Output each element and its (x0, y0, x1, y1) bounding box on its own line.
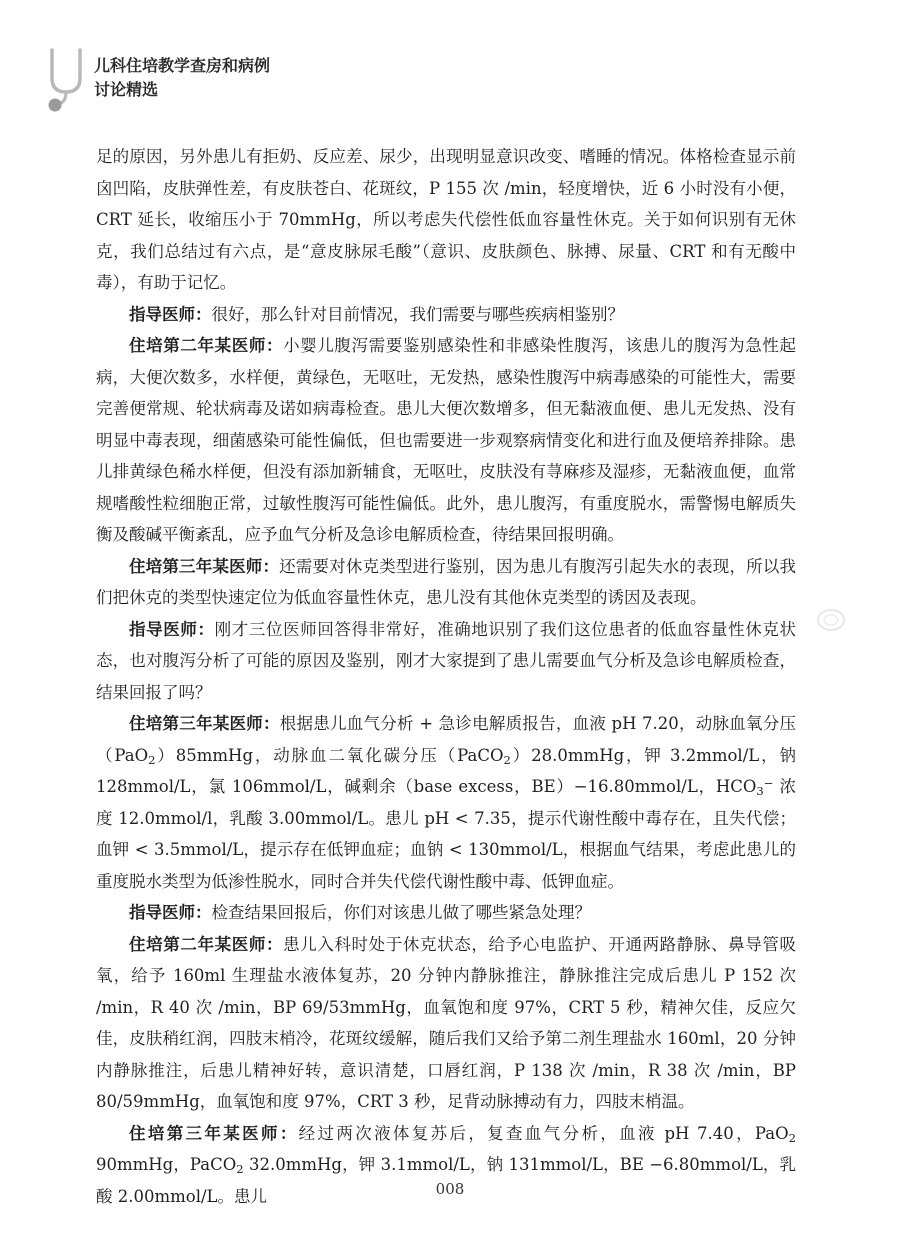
circular-mark-icon (816, 608, 846, 632)
book-title-line1: 儿科住培教学查房和病例 (94, 56, 271, 75)
speaker-label: 指导医师： (129, 619, 215, 639)
page-number: 008 (435, 1180, 465, 1198)
dialogue-text: 根据患儿血气分析 + 急诊电解质报告，血液 pH 7.20，动脉血氧分压（PaO$_2$）85mmHg，动脉血二氧化碳分压（PaCO$_2$）28.0mmHg，钾 3.2mmol/L，钠 128mmol/L，氯 106mmol/L，碱剩余（base excess，BE）−16.80mmol/L，$HCO_3^-$ 浓度 12.0mmol/l，乳酸 3.00mmol/L。患儿 pH < 7.35，提示代谢性酸中毒存在，且失代偿；血钾 < 3.5mmol/L，提示存在低钾血症；血钠 < 130mmol/L，根据血气结果，考虑此患儿的重度脱水类型为低渗性脱水，同时合并失代偿代谢性酸中毒、低钾血症。 (96, 714, 797, 891)
dialogue-text: 刚才三位医师回答得非常好，准确地识别了我们这位患者的低血容量性休克状态，也对腹泻分析了可能的原因及鉴别，刚才大家提到了患儿需要血气分析及急诊电解质检查，结果回报了吗？ (96, 619, 797, 702)
speaker-label: 住培第二年某医师： (129, 336, 284, 355)
speaker-label: 住培第三年某医师： (129, 556, 280, 576)
stethoscope-icon (44, 44, 92, 114)
dialogue-text: 小婴儿腹泻需要鉴别感染性和非感染性腹泻，该患儿的腹泻为急性起病，大便次数多，水样便，黄绿色，无呕吐，无发热，感染性腹泻中病毒感染的可能性大，需要完善便常规、轮状病毒及诺如病毒检查。患儿大便次数增多，但无黏液血便、患儿无发热、没有明显中毒表现，细菌感染可能性偏低，但也需要进一步观察病情变化和进行血及便培养排除。患儿排黄绿色稀水样便，但没有添加新辅食，无呕吐，皮肤没有荨麻疹及湿疹，无黏液血便，血常规嗜酸性粒细胞正常，过敏性腹泻可能性偏低。此外，患儿腹泻，有重度脱水，需警惕电解质失衡及酸碱平衡紊乱，应予血气分析及急诊电解质检查，待结果回报明确。 (96, 336, 797, 544)
dialogue-paragraph (96, 299, 796, 331)
book-title-line2: 讨论精选 (94, 80, 159, 99)
running-header (44, 44, 444, 114)
body-paragraph: 足的原因，另外患儿有拒奶、反应差、尿少，出现明显意识改变、嗜睡的情况。体格检查显示前囟凹陷，皮肤弹性差，有皮肤苍白、花斑纹，P 155 次 /min，轻度增快，近 6 小时没有小便，CRT 延长，收缩压小于 70mmHg，所以考虑失代偿性低血容量性休克。关于如何识别有无休克，我们总结过有六点，是“意皮脉尿毛酸”（意识、皮肤颜色、脉搏、尿量、CRT 和有无酸中毒），有助于记忆。 (96, 147, 796, 292)
dialogue-text: 检查结果回报后，你们对该患儿做了哪些紧急处理？ (211, 903, 591, 922)
dialogue-paragraph (96, 897, 796, 929)
dialogue-text: 还需要对休克类型进行鉴别，因为患儿有腹泻引起失水的表现，所以我们把休克的类型快速定位为低血容量性休克，患儿没有其他休克类型的诱因及表现。 (96, 556, 797, 607)
dialogue-paragraph (96, 929, 796, 1118)
speaker-label: 住培第三年某医师： (129, 1123, 299, 1143)
page-body (96, 141, 796, 1212)
speaker-label: 指导医师： (129, 304, 212, 324)
speaker-label: 住培第二年某医师： (129, 934, 284, 954)
dialogue-paragraph (96, 330, 796, 551)
dialogue-text: 很好，那么针对目前情况，我们需要与哪些疾病相鉴别？ (211, 304, 624, 324)
dialogue-paragraph (96, 708, 796, 897)
dialogue-paragraph (96, 614, 796, 709)
dialogue-text: 经过两次液体复苏后，复查血气分析，血液 pH 7.40，PaO$_2$ 90mmHg，PaCO$_2$ 32.0mmHg，钾 3.1mmol/L，钠 131mmol/L，BE −6.80mmol/L，乳酸 2.00mmol/L。患儿 (96, 1123, 797, 1206)
book-title (94, 54, 270, 102)
speaker-label: 指导医师： (129, 903, 212, 922)
dialogue-text: 患儿入科时处于休克状态，给予心电监护、开通两路静脉、鼻导管吸氧，给予 160ml 生理盐水液体复苏，20 分钟内静脉推注，静脉推注完成后患儿 P 152 次 /min，R 40 次 /min，BP 69/53mmHg，血氧饱和度 97%，CRT 5 秒，精神欠佳，反应欠佳，皮肤稍红润，四肢末梢冷，花斑纹缓解，随后我们又给予第二剂生理盐水 160ml，20 分钟内静脉推注，后患儿精神好转，意识清楚，口唇红润，P 138 次 /min，R 38 次 /min，BP 80/59mmHg，血氧饱和度 97%，CRT 3 秒，足背动脉搏动有力，四肢末梢温。 (96, 934, 797, 1111)
speaker-label: 住培第三年某医师： (129, 714, 280, 733)
dialogue-paragraph (96, 551, 796, 614)
